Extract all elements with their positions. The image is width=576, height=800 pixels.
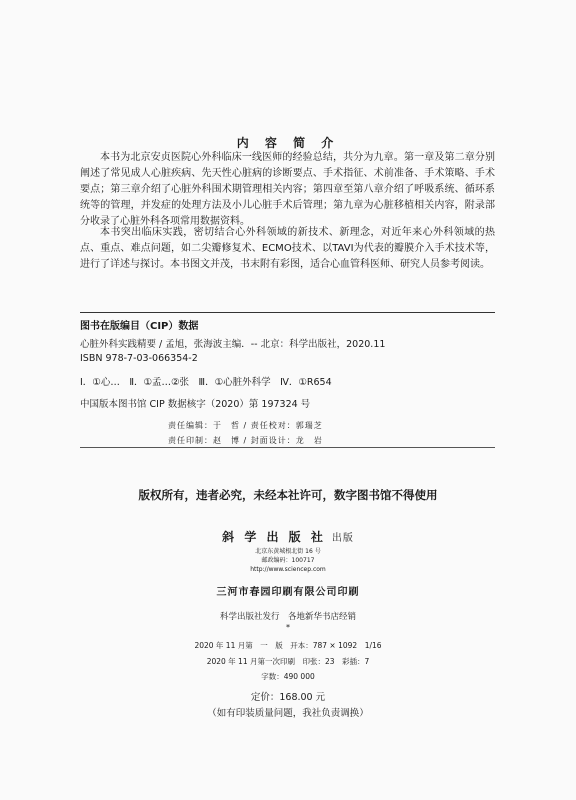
cip-line-classification: Ⅰ．①心… Ⅱ．①孟…②张 Ⅲ．①心脏外科学 Ⅳ．①R654 — [80, 377, 332, 388]
credits-divider — [80, 447, 495, 448]
summary-paragraph-1: 本书为北京安贞医院心外科临床一线医师的经验总结，共分为九章。第一章及第二章分别阐述了常见成人心脏疾病、先天性心脏病的诊断要点、手术指征、术前准备、手术策略、手术要点；第三章介绍了心脏外科围术期管理相关内容；第四章至第八章介绍了呼吸系统、循环系统等的管理，并发症的处理方法及小儿心脏手术后管理；第九章为心脏移植相关内容，附录部分收录了心脏外科各项常用数据资料。 — [80, 152, 495, 227]
cip-title: 图书在版编目（CIP）数据 — [80, 321, 199, 332]
publisher-postcode: 邮政编码：100717 — [261, 557, 315, 564]
distribution-line: 科学出版社发行 各地新华书店经销 — [219, 612, 356, 622]
printer-line: 三河市春园印刷有限公司印刷 — [216, 587, 360, 598]
edition-word-count: 字数：490 000 — [261, 672, 315, 681]
edition-line-2: 2020 年 11 月第一次印刷 印张：23 彩插：7 — [206, 657, 370, 666]
summary-paragraph-2: 本书突出临床实践，密切结合心外科领域的新技术、新理念，对近年来心外科领域的热点、重点、难点问题，如二尖瓣修复术、ECMO技术、以TAVI为代表的瓣膜介入手术技术等，进行了详述与探讨。本书图文并茂，书末附有彩图，适合心血管科医师、研究人员参考阅读。 — [80, 227, 495, 270]
cip-line-title-author: 心脏外科实践精要 / 孟旭，张海波主编．-- 北京：科学出版社，2020.11 — [80, 339, 386, 350]
credits-production: 责任印制：赵 博 / 封面设计：龙 岩 — [168, 436, 323, 445]
separator-star: * — [286, 623, 290, 632]
quality-notice: （如有印装质量问题，我社负责调换） — [207, 708, 369, 719]
cip-line-isbn: ISBN 978-7-03-066354-2 — [80, 353, 198, 364]
summary-title: 内 容 简 介 — [236, 136, 340, 150]
credits-editors: 责任编辑：于 哲 / 责任校对：郭瑞芝 — [168, 421, 323, 430]
publisher-website: http://www.sciencep.com — [250, 566, 326, 573]
publisher-suffix: 出版 — [331, 533, 354, 544]
price: 定价：168.00 元 — [250, 692, 326, 703]
copyright-statement: 版权所有，违者必究，未经本社许可，数字图书馆不得使用 — [138, 488, 438, 502]
publisher-name-line — [0, 528, 576, 545]
publisher-name: 斜 学 出 版 社 — [222, 530, 326, 544]
cip-line-record-number: 中国版本图书馆 CIP 数据核字（2020）第 197324 号 — [80, 399, 311, 410]
edition-line-1: 2020 年 11 月第 一 版 开本：787 × 1092 1/16 — [194, 641, 382, 650]
cip-divider — [80, 312, 495, 313]
publisher-address: 北京东黄城根北街 16 号 — [255, 548, 321, 555]
